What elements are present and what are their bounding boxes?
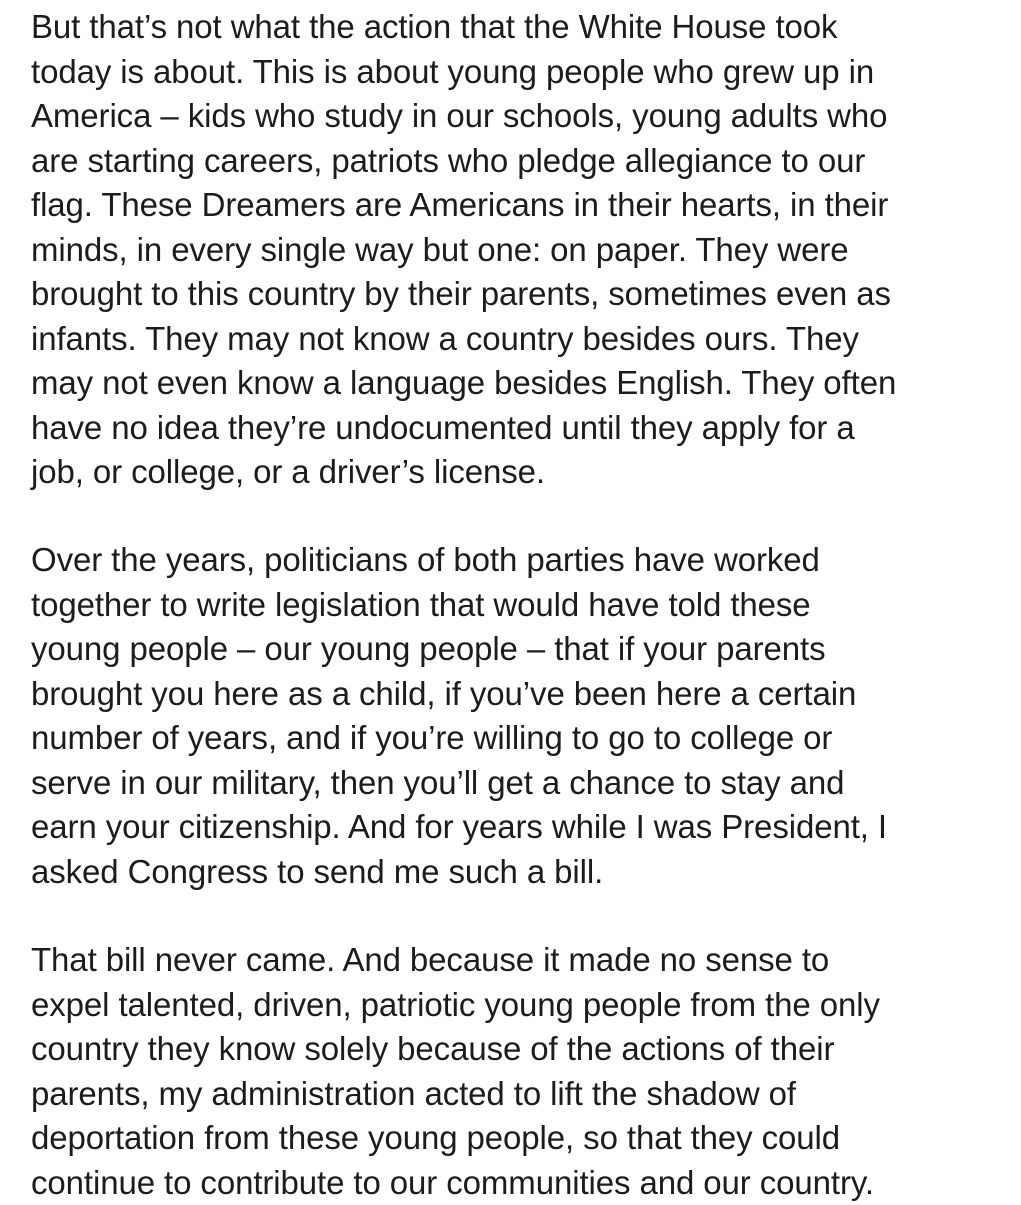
text-line: continue to contribute to our communities and our country. [31, 1161, 880, 1205]
text-line: serve in our military, then you’ll get a chance to stay and [31, 761, 887, 806]
text-line: number of years, and if you’re willing to go to college or [31, 716, 887, 761]
text-line: are starting careers, patriots who pledge allegiance to our [31, 139, 896, 184]
text-line: infants. They may not know a country besides ours. They [31, 317, 896, 362]
text-line: deportation from these young people, so that they could [31, 1116, 880, 1161]
paragraph-1 [31, 5, 896, 495]
text-line: country they know solely because of the actions of their [31, 1027, 880, 1072]
text-line: That bill never came. And because it made no sense to [31, 938, 880, 983]
text-line: America – kids who study in our schools, young adults who [31, 94, 896, 139]
text-line: expel talented, driven, patriotic young people from the only [31, 983, 880, 1028]
text-line: minds, in every single way but one: on paper. They were [31, 228, 896, 273]
text-line: earn your citizenship. And for years while I was President, I [31, 805, 887, 850]
paragraph-3 [31, 938, 880, 1205]
text-line: may not even know a language besides English. They often [31, 361, 896, 406]
text-line: young people – our young people – that if your parents [31, 627, 887, 672]
text-line: have no idea they’re undocumented until they apply for a [31, 406, 896, 451]
text-line: parents, my administration acted to lift the shadow of [31, 1072, 880, 1117]
text-line: Over the years, politicians of both parties have worked [31, 538, 887, 583]
text-line: together to write legislation that would have told these [31, 583, 887, 628]
paragraph-2 [31, 538, 887, 894]
text-line: today is about. This is about young people who grew up in [31, 50, 896, 95]
text-line: brought you here as a child, if you’ve been here a certain [31, 672, 887, 717]
text-line: brought to this country by their parents, sometimes even as [31, 272, 896, 317]
text-line: But that’s not what the action that the White House took [31, 5, 896, 50]
text-line: asked Congress to send me such a bill. [31, 850, 887, 895]
text-line: flag. These Dreamers are Americans in their hearts, in their [31, 183, 896, 228]
text-line: job, or college, or a driver’s license. [31, 450, 896, 495]
